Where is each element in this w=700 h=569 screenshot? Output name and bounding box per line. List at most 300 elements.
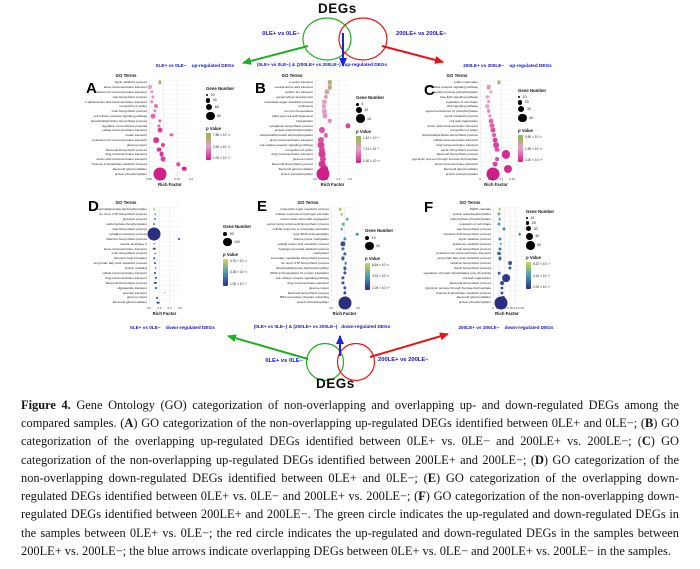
p-value-tick: 1.00 × 10⁻¹² [363,158,381,163]
go-term-label: 'de novo' CTP biosynthetic process [98,212,147,217]
x-tick-label: 0.2 [336,177,341,181]
bubble [341,228,344,231]
x-tick-label: 0.3 [347,177,353,181]
bubble [500,291,503,294]
panel-legend [206,86,234,160]
gene-number-dot [206,112,215,121]
gene-number-value: 20 [210,93,215,98]
go-term-label: nucleotide-sugar metabolic process [264,99,313,104]
panel-legend [518,88,546,162]
go-term-label: nucleotide-sugar metabolic process [280,207,329,212]
gene-number-dot [206,94,208,96]
gene-number-value: 20 [524,100,529,105]
go-term-label: protein phosphorylation [296,300,329,305]
bubble [486,85,491,90]
go-term-label: L-alpha-amino acid transmembrane transport [85,99,147,104]
caption-text-segment: ) GO categorization of the non-overlapping down-regulated DEGs identified between 0LE+ and 0LE−; ( [21,452,679,485]
go-term-label: cellular amino acid metabolic process [277,241,329,246]
x-tick-label: 0.2 [513,306,518,310]
x-tick-label: 0.6 [177,306,183,310]
caption-text-segment: ) GO categorization of the non-overlapping up-regulated DEGs identified between 0LE+ and 0LE−; ( [133,416,645,431]
bubble [154,272,156,274]
go-term-label: sulfate transmembrane transport [102,271,147,276]
arrow-top-red [382,46,443,62]
bubble [177,162,181,166]
go-term-label: calcium ion transmembrane transport [95,89,147,94]
bubble [150,100,154,104]
p-value-colorbar [365,263,370,290]
bubble [490,128,495,133]
bubble [153,137,159,143]
gene-number-value: 30 [533,226,538,231]
go-term-label: pectin biosynthetic process [440,147,478,152]
bubble [156,297,158,299]
bubble-plot-area [149,207,180,305]
bubble [341,241,346,246]
gene-number-legend-title: Gene Number [223,224,252,229]
p-value-tick: 1.00 × 10⁻¹⁵ [372,285,390,290]
go-term-label: glucose import [126,142,147,147]
caption-bold-segment: A [124,416,134,431]
bubble [343,252,346,255]
bubble [154,218,156,220]
go-terms-title: GO Terms [446,73,468,78]
x-tick-label: 0.25 [518,306,524,310]
go-term-label: cinnamic acid biosynthetic process [443,231,491,236]
x-axis-title: Rich Factor [484,182,508,187]
go-term-label: flavonoid biosynthetic process [105,147,147,152]
go-term-label: amino acid transmembrane transport [427,123,478,128]
venn-top-right-label: 200LE+ vs 200LE− [396,31,447,37]
go-term-label: glycolytic process [122,217,147,222]
bubble [155,267,157,269]
bubble [148,227,161,240]
gene-number-dot [526,241,535,250]
bubble [323,133,327,137]
go-term-label: drug transmembrane transport [105,152,147,157]
panel-letter-E: E [257,198,268,215]
caption-bold-segment: D [534,452,544,467]
p-value-colorbar [356,136,361,163]
p-value-tick: 3.35 × 10⁻¹² [230,270,248,275]
bubble [322,104,326,108]
go-term-label: gametophyte development [276,94,313,99]
go-term-label: signal transduction by phosphorylation [425,109,478,114]
go-term-label: serine family amino acid biosynthetic process [266,222,329,227]
x-axis-title: Rich Factor [320,182,345,187]
go-term-label: protein autophosphorylation [452,212,491,217]
go-term-label: sodium ion transport [284,89,313,94]
bubble [153,243,155,245]
bubble [508,261,512,265]
gene-number-legend-item [526,240,554,250]
go-term-label: sulfate transmembrane transport [433,137,478,142]
bubble [154,282,156,284]
x-tick-label: 0.4 [167,306,172,310]
x-axis-title: Rich Factor [158,182,182,187]
bubble [345,262,348,265]
bubble [487,100,491,104]
go-term-label: cell wall organization [449,118,478,123]
go-terms-title: GO Terms [115,73,137,78]
go-term-label: long-chain fatty acid metabolic process [93,261,147,266]
bubble [500,242,503,245]
bubble [159,81,162,84]
bubble [342,281,345,284]
x-tick-label: 0.1 [502,306,507,310]
p-value-tick: 7.11 × 10⁻⁹ [363,147,380,152]
gene-number-legend-item [206,111,234,121]
go-bubble-chart [420,207,521,305]
go-term-label: peptidyl-tyrosine phosphorylation [432,89,478,94]
x-axis-title: Rich Factor [152,311,177,316]
x-tick-label: 0.1 [342,306,347,310]
caption-text-segment: ) GO categorization of the overlapping up-regulated DEGs identified between 0LE+ vs. 0LE− and 200LE+ vs. 200LE−; ( [21,416,679,449]
bubble [486,95,489,98]
panel-letter-F: F [424,199,434,216]
go-term-label: fructose 6-phosphate metabolic process [92,161,147,166]
gene-number-value: 10 [364,108,369,113]
gene-number-value: 5 [361,102,364,107]
go-term-label: ureide transport [125,133,147,138]
bubble [154,262,156,264]
go-term-label: glycolytic process through fructose-6-phosphate [425,285,491,290]
bubble [343,272,346,275]
go-term-list [412,80,480,176]
gene-number-dot [365,242,374,251]
caption-text-segment: ) GO categorization of the non-overlapping up-regulated DEGs identified between 200LE+ and 200LE−; ( [21,434,679,467]
gene-number-value: 40 [535,234,540,239]
bubble-plot-area [149,80,191,176]
go-term-label: carbohydrate phosphorylation [106,222,147,227]
go-terms-title: GO Terms [115,200,137,205]
gene-number-value: 10 [371,235,376,240]
x-tick-label: 0 [492,306,494,310]
x-tick-label: 0.2 [355,306,361,310]
bubble [497,213,500,216]
gene-number-dot [223,238,232,247]
go-term-label: phosphatidylcholine biosynthetic process [421,133,478,138]
p-value-tick: 3.90 × 10⁻¹² [213,144,231,149]
bubble [157,124,160,127]
gene-number-value: 50 [537,243,541,248]
go-term-label: carbohydrate phosphorylation [450,217,491,222]
go-term-label: cutin biosynthetic process [111,109,147,114]
bubble [508,267,511,270]
x-tick-label: 0.1 [324,177,329,181]
arrow-top-green [243,46,308,63]
gene-number-dot [356,114,365,123]
go-bubble-chart [253,80,350,176]
bubble [492,162,497,167]
go-term-label: flavonoid glucuronidation [456,295,491,300]
x-tick-label: 0.15 [509,177,515,181]
bubble [156,301,159,304]
bubble [486,105,489,108]
bubble [498,247,501,250]
go-bubble-chart [85,80,191,176]
x-tick-label: 0.2 [157,306,162,310]
bubble [498,272,501,275]
gene-number-dot [518,114,527,123]
p-value-legend-title: p Value [365,255,381,261]
bubble [489,90,492,93]
group-label-c: 200LE+ vs 200LE− up-regulated DEGs [463,63,552,68]
gene-number-dot [356,107,362,113]
venn-top-left-label: 0LE+ vs 0LE− [262,31,300,37]
panel-letter-B: B [255,80,266,97]
go-term-label: cutin biosynthetic process [111,251,147,256]
go-term-label: pollen maturation [454,80,478,85]
p-value-legend-title: p Value [518,128,534,134]
caption-text-segment: ) GO categorization of the non-overlapping down-regulated DEGs identified between 200LE+ and 200LE−. The green circle indicates the up-regulated and down-regulated DEGs in the samples between 0LE+ vs. 0LE−; the red circle indicates the up-regulated and down-regulated DEGs in the samples between 200LE+ vs. 200LE−; the blue arrows indicate overlapping DEGs between 0LE+ vs. 0LE− and 200LE+ vs. 200LE− in the samples. [21,489,679,558]
go-term-label: wax biosynthetic process [112,227,147,231]
panel-letter-C: C [424,82,435,99]
bubble [497,252,501,256]
caption-text-segment: Gene Ontology (GO) categorization of non-overlapping and overlapping up- and down-regulated DEGs among the compared samples. ( [21,398,679,431]
bubble [498,257,501,260]
bubble [161,143,165,147]
go-term-label: cell surface receptor signaling pathway [93,113,147,118]
go-term-label: flavonoid glucuronidation [278,166,313,171]
p-value-colorbar-group [365,263,393,290]
venn-top-title: DEGs [318,1,357,16]
go-term-label: methylation [313,251,329,256]
go-term-label: protein phosphorylation [445,171,478,176]
bubble [498,223,501,226]
p-value-tick-labels [372,263,389,290]
go-term-label: cell surface receptor signaling pathway [259,142,313,147]
go-term-label: pectin biosynthetic process [453,266,491,271]
x-tick-label: 0 [479,177,481,181]
gene-number-dot [206,104,212,110]
gene-number-value: 40 [529,116,533,121]
go-term-label: long-chain fatty acid metabolic process [437,256,491,261]
panel-legend [365,228,393,290]
go-term-label: regulation of protein phosphatase type 2A activity [423,271,491,276]
gene-number-value: 15 [367,116,371,121]
caption-bold-segment: C [641,434,651,449]
p-value-tick: 4.10 × 10⁻¹⁰ [533,273,551,278]
bubble [153,247,156,250]
go-term-label: transpiration [295,118,313,123]
bubble [500,286,503,289]
p-value-tick-labels [213,133,230,160]
x-tick-label: 0.0 [146,306,152,310]
go-term-label: anion transmembrane transport [269,137,313,142]
panel-letter-D: D [88,198,99,215]
go-term-label: cutin biosynthetic process [455,246,491,251]
go-term-label: MAPK cascade [469,207,491,212]
go-term-label: regulation of membrane potential [101,123,147,128]
x-axis-title: Rich Factor [332,311,357,316]
go-term-label: flavonoid glucuronidation [443,166,478,171]
go-term-label: neutral amino acid transport [274,85,313,90]
figure-caption [21,396,679,560]
x-tick-label: 0.05 [487,177,494,181]
caption-bold-segment: B [644,416,654,431]
p-value-colorbar-group [356,136,384,163]
x-axis-ticks [146,306,183,310]
bubble [343,286,346,289]
go-terms-title: GO Terms [281,73,303,78]
bubble [487,109,491,113]
gene-number-dot [526,226,531,231]
bubble-plot-area [493,207,521,305]
go-term-label: tRNA aminoacylation for protein translation [270,271,329,276]
gene-number-legend-title: Gene Number [518,88,547,93]
go-term-list [420,207,493,305]
x-tick-label: 0.0 [312,177,318,181]
go-term-label: wax biosynthetic process [456,227,491,231]
bubble [343,291,346,294]
bubble [178,238,180,240]
p-value-tick: 9.80 × 10⁻¹¹ [525,135,543,140]
bubble [154,253,156,255]
go-term-label: meiotic anaphase II [120,241,147,246]
go-term-list [253,207,331,305]
bubble [519,233,522,236]
go-term-label: 'de novo' CTP biosynthetic process [280,261,329,266]
gene-number-value: 30 [526,107,531,112]
gene-number-dot [518,106,524,112]
go-term-label: sulfate transmembrane transport [102,128,147,133]
go-term-label: drug transmembrane transport [105,275,147,280]
p-value-colorbar-group [518,135,546,162]
bubble [498,237,501,240]
go-term-label: iron ion homeostasis [284,109,313,114]
p-value-tick: 1.00 × 10⁻¹⁵ [525,158,543,163]
gene-number-legend-item [356,114,384,124]
p-value-colorbar-group [526,262,554,289]
go-term-label: protein phosphorylation [458,300,491,305]
p-value-legend-title: p Value [356,128,372,134]
go-term-label: regulation of cell shape [446,99,478,104]
bubble [322,113,327,118]
go-term-label: potassium ion transmembrane transport [92,137,147,142]
p-value-tick-labels [533,262,551,289]
bubble [150,90,153,93]
gene-number-dot [518,96,520,98]
go-bubble-chart [412,80,512,176]
bubble [342,276,345,279]
bubble [342,257,345,260]
bubble [500,281,504,285]
go-term-label: RNA secondary structure unwinding [279,295,329,300]
gene-number-dot [526,221,529,224]
bubble [341,213,344,216]
go-term-label: cellulose biosynthetic process [450,261,491,266]
go-term-label: fructose 6-phosphate metabolic process [436,290,491,295]
arrow-bottom-green [228,336,308,359]
go-term-label: flavonoid glucuronidation [112,300,147,305]
go-term-label: oxidation-reduction process [109,231,147,236]
gene-number-legend-item [223,237,251,247]
go-term-label: protein autophosphorylation [274,128,313,133]
x-axis-ticks [479,177,515,181]
bubble [339,208,342,211]
go-term-label: phosphatidylcholine biosynthetic process [90,118,147,123]
bubble [159,119,162,122]
bubble [161,157,166,162]
bubble [488,114,491,117]
bubble [151,114,156,119]
go-term-label: regulation of cell shape [459,222,491,227]
go-term-label: drug transmembrane transport [271,152,313,157]
go-term-label: lysyl-tRNA aminoacylation [293,231,329,236]
go-term-label: thiamine biosynthetic process [106,236,147,241]
bubble [342,223,345,226]
x-tick-label: 0.15 [174,177,180,181]
gene-number-legend-title: Gene Number [206,86,235,91]
group-label-b: (0LE+ vs 0LE−) & (200LE+ vs 200LE−) up-regulated DEGs [257,62,387,67]
bubble-plot-area [315,80,350,176]
gene-number-value: 10 [530,216,535,221]
bubble [154,104,158,108]
gene-number-legend-item [365,241,393,251]
panel-legend [526,209,554,289]
gene-number-dot [518,100,522,104]
gene-number-dot [526,233,533,240]
p-value-tick: 1.90 × 10⁻¹¹ [525,146,543,151]
caption-text-segment: ) GO categorization of the overlapping down-regulated DEGs identified between 0LE+ vs. 0LE− and 200LE+ vs. 200LE−; ( [21,470,679,504]
bubble [346,218,349,221]
go-term-label: anion transmembrane transport [103,85,147,90]
p-value-tick-labels [525,135,542,162]
bubble [170,134,173,137]
bubble [158,128,163,133]
go-bubble-chart [85,207,180,305]
bubble [498,81,501,84]
bubble [356,233,359,236]
bubble [153,258,155,260]
go-term-label: lignin catabolic process [115,80,147,85]
go-term-label: anion transmembrane transport [103,246,147,251]
go-term-label: L-serine transport [288,80,313,85]
go-term-label: phosphatidylinositol dephosphorylation [93,207,147,212]
p-value-colorbar-group [206,133,234,160]
x-tick-label: 0.1 [499,177,504,181]
bubble [154,214,156,216]
gene-number-dot [526,217,528,219]
bubble [153,110,156,113]
go-term-label: phosphatidylinositol dephosphorylation [259,133,313,138]
go-term-label: telomeric loop formation [113,256,147,261]
go-term-list [253,80,315,176]
go-term-label: wax biosynthetic process [112,94,147,99]
gene-number-dot [223,232,227,236]
bubble [182,167,187,172]
bubble [492,133,496,137]
go-term-label: cellular response to phosphate starvation [272,227,329,231]
go-term-label: hydrogen peroxide catabolic process [278,246,329,251]
p-value-tick: 4.32 × 10⁻¹² [372,274,390,279]
gene-number-legend-title: Gene Number [356,95,385,100]
go-term-label: glycolytic process through fructose-6-phosphate [412,157,478,162]
go-term-label: blue light signaling pathway [440,94,478,99]
gene-number-value: 20 [531,220,536,225]
go-term-label: glucose import [308,285,329,290]
go-terms-title: GO Terms [297,200,319,205]
bubble-plot-area [331,207,358,305]
gene-number-value: 50 [229,231,234,236]
go-term-label: recognition of pollen [450,128,478,133]
x-tick-label: 0.05 [495,306,502,310]
x-axis-title: Rich Factor [495,311,519,316]
p-value-colorbar [206,133,211,160]
arrow-bottom-red [370,334,448,357]
go-term-label: drug transmembrane transport [436,142,478,147]
